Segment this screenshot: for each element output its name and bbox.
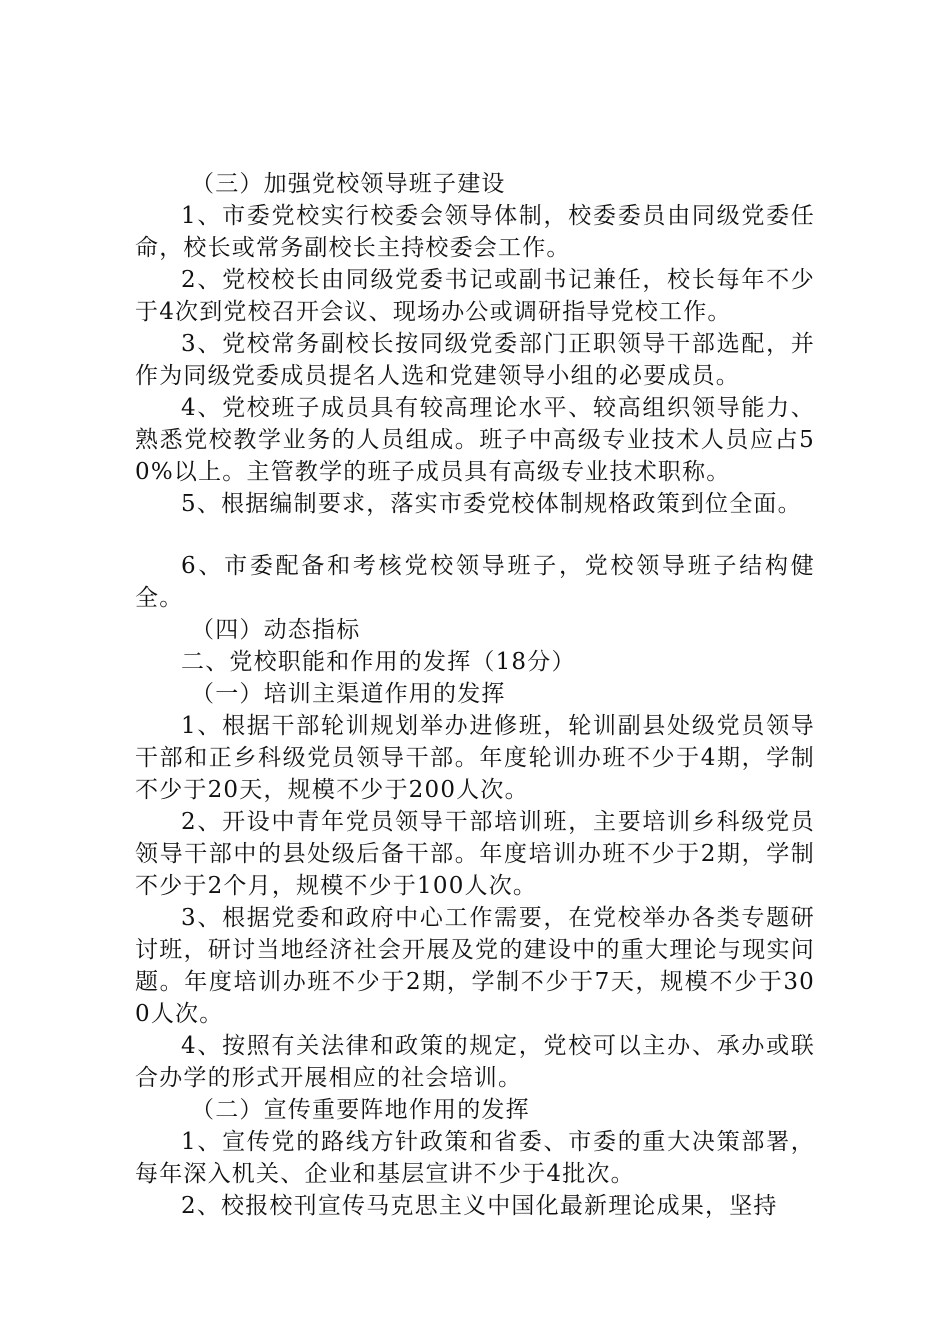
- section-heading-3: （三）加强党校领导班子建设: [191, 171, 506, 197]
- document-body: [135, 168, 815, 1222]
- paragraph: 3、根据党委和政府中心工作需要，在党校举办各类专题研讨班，研讨当地经济社会开展及党的建设中的重大理论与现实问题。年度培训办班不少于2期，学制不少于7天，规模不少于300人次。: [135, 905, 815, 1027]
- paragraph: 4、按照有关法律和政策的规定，党校可以主办、承办或联合办学的形式开展相应的社会培训。: [135, 1033, 815, 1091]
- paragraph: 1、市委党校实行校委会领导体制，校委委员由同级党委任命，校长或常务副校长主持校委会工作。: [135, 203, 815, 261]
- paragraph: 6、市委配备和考核党校领导班子，党校领导班子结构健全。: [135, 553, 815, 611]
- paragraph: 1、根据干部轮训规划举办进修班，轮训副县处级党员领导干部和正乡科级党员领导干部。年度轮训办班不少于4期，学制不少于20天，规模不少于200人次。: [135, 713, 815, 803]
- section-heading-1: （一）培训主渠道作用的发挥: [191, 681, 506, 707]
- paragraph: 2、党校校长由同级党委书记或副书记兼任，校长每年不少于4次到党校召开会议、现场办公或调研指导党校工作。: [135, 267, 815, 325]
- paragraph: 5、根据编制要求，落实市委党校体制规格政策到位全面。: [181, 491, 802, 517]
- paragraph: 3、党校常务副校长按同级党委部门正职领导干部选配，并作为同级党委成员提名人选和党建领导小组的必要成员。: [135, 331, 815, 389]
- paragraph: 2、校报校刊宣传马克思主义中国化最新理论成果，坚持: [181, 1193, 778, 1219]
- section-heading-4: （四）动态指标: [191, 617, 361, 643]
- paragraph: 2、开设中青年党员领导干部培训班，主要培训乡科级党员领导干部中的县处级后备干部。年度培训办班不少于2期，学制不少于2个月，规模不少于100人次。: [135, 809, 815, 899]
- chapter-heading-2: 二、党校职能和作用的发挥（18分）: [181, 649, 576, 675]
- section-heading-2: （二）宣传重要阵地作用的发挥: [191, 1097, 530, 1123]
- paragraph: 1、宣传党的路线方针政策和省委、市委的重大决策部署，每年深入机关、企业和基层宣讲不少于4批次。: [135, 1129, 815, 1187]
- paragraph: 4、党校班子成员具有较高理论水平、较高组织领导能力、熟悉党校教学业务的人员组成。班子中高级专业技术人员应占50%以上。主管教学的班子成员具有高级专业技术职称。: [135, 395, 815, 485]
